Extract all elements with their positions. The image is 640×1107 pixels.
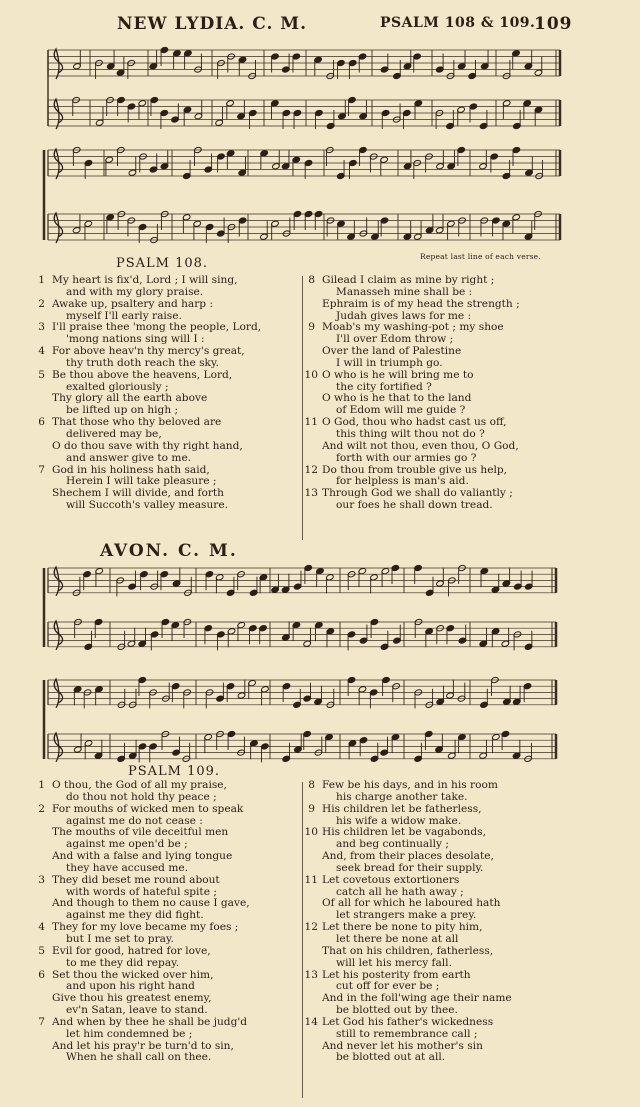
verse (303, 780, 512, 804)
verse (33, 804, 250, 828)
repeat-note: Repeat last line of each verse. (420, 252, 541, 261)
verse-line: I'll over Edom throw ; (336, 333, 454, 346)
verse-line: delivered may be, (66, 427, 162, 440)
clef-icon (54, 679, 62, 708)
clef-icon (54, 99, 62, 129)
verse-line: forth with our armies go ? (336, 451, 477, 464)
verse (33, 275, 261, 299)
verse-line: his charge another take. (336, 790, 468, 803)
verse-number: 4 (38, 345, 45, 358)
verse-line: And though to them no cause I gave, (52, 897, 250, 910)
verse-number: 2 (38, 297, 45, 310)
verse-line: Let God his father's wickedness (322, 1015, 494, 1028)
verse-line: Awake up, psaltery and harp : (52, 297, 214, 310)
verse-number: 10 (304, 826, 318, 839)
verse-line: and upon his right hand (66, 980, 195, 993)
verse (33, 922, 250, 946)
verse-line: of Edom will me guide ? (336, 404, 466, 417)
verse-line: catch all he hath away ; (336, 885, 464, 898)
verse-line: God in his holiness hath said, (52, 463, 210, 476)
verse-line: ev'n Satan, leave to stand. (66, 1004, 208, 1017)
verse-line: his wife a widow make. (336, 814, 462, 827)
verse-number: 6 (38, 968, 45, 981)
verse-number: 4 (38, 921, 45, 934)
verse-line: For above heav'n thy mercy's great, (52, 345, 245, 358)
verse-line: Herein I will take pleasure ; (66, 475, 217, 488)
verse-line: And let his pray'r be turn'd to sin, (52, 1039, 234, 1052)
verse-line: They did beset me round about (52, 873, 220, 886)
verse-line: Evil for good, hatred for love, (52, 944, 211, 957)
verse-line: let him condemned be ; (66, 1027, 193, 1040)
verse-line: O thou, the God of all my praise, (52, 779, 227, 791)
verse-line: Through God we shall do valiantly ; (322, 487, 513, 500)
verse-line: That on his children, fatherless, (322, 944, 494, 957)
verse-line: My heart is fix'd, Lord ; I will sing, (52, 274, 238, 286)
verse-line: 'mong nations sing will I : (66, 333, 205, 346)
verse-number: 7 (38, 1015, 45, 1028)
verse (303, 875, 512, 922)
verse-line: be lifted up on high ; (66, 404, 179, 417)
verse-line: And when by thee he shall be judg'd (52, 1015, 248, 1028)
verse-line: O who is he will bring me to (322, 368, 474, 381)
verse-line: Ephraim is of my head the strength ; (322, 297, 520, 310)
verse-line: That those who thy beloved are (52, 416, 222, 429)
verse-line: will Succoth's valley measure. (66, 499, 229, 512)
verse-line: but I me set to pray. (66, 932, 174, 945)
verse-line: for helpless is man's aid. (336, 475, 469, 488)
verse-number: 11 (304, 416, 318, 429)
verse (33, 370, 261, 417)
verse-number: 9 (308, 802, 315, 815)
verse-line: myself I'll early raise. (66, 309, 182, 322)
verse-line: do thou not hold thy peace ; (66, 790, 217, 803)
verse-number: 5 (38, 944, 45, 957)
verse-line: seek bread for their supply. (336, 861, 484, 874)
verse (33, 417, 261, 464)
verse-number: 13 (304, 968, 318, 981)
verse-line: Few be his days, and in his room (322, 779, 498, 791)
verse-line: Thy glory all the earth above (52, 392, 208, 405)
verse (303, 370, 520, 417)
verse-line: Set thou the wicked over him, (52, 968, 214, 981)
verse (303, 970, 512, 1017)
verse-line: For mouths of wicked men to speak (52, 802, 244, 815)
verse-line: Gilead I claim as mine by right ; (322, 274, 495, 286)
verse (33, 827, 250, 874)
clef-icon (54, 49, 62, 79)
running-head: PSALM 108 & 109. (380, 15, 536, 31)
verse (303, 827, 512, 874)
verse-number: 7 (38, 463, 45, 476)
clef-icon (54, 149, 62, 179)
verse-number: 10 (304, 368, 318, 381)
verse-line: Do thou from trouble give us help, (322, 463, 508, 476)
verse (303, 922, 512, 969)
verse (303, 417, 520, 464)
verse-number: 8 (308, 274, 315, 286)
verse-line: When he shall call on thee. (66, 1051, 212, 1064)
verse-number: 12 (304, 921, 318, 934)
verse-line: Be thou above the heavens, Lord, (52, 368, 233, 381)
verse-number: 8 (308, 779, 315, 791)
verse-line: Let there be none to pity him, (322, 921, 483, 934)
psalm-109-right-column (303, 780, 512, 1064)
verse-number: 1 (38, 779, 45, 791)
verse-number: 6 (38, 416, 45, 429)
clef-icon (54, 621, 62, 650)
verse (33, 970, 250, 1017)
verse-line: And, from their places desolate, (322, 850, 494, 863)
verse-line: against me they did fight. (66, 909, 204, 922)
verse-line: O who is he that to the land (322, 392, 472, 405)
verse (33, 465, 261, 512)
verse (33, 299, 261, 323)
verse-number: 9 (308, 321, 315, 334)
verse-line: The mouths of vile deceitful men (52, 826, 229, 839)
verse-line: I will in triumph go. (336, 356, 443, 369)
verse (303, 804, 512, 828)
verse (33, 780, 250, 804)
verse-line: with words of hateful spite ; (66, 885, 217, 898)
verse (303, 322, 520, 369)
verse-line: still to remembrance call ; (336, 1027, 478, 1040)
verse-line: our foes he shall down tread. (336, 499, 493, 512)
psalm-108-left-column (33, 275, 261, 512)
verse-line: they have accused me. (66, 861, 189, 874)
verse-line: this thing wilt thou not do ? (336, 427, 485, 440)
verse-line: will let his mercy fall. (336, 956, 452, 969)
verse-number: 5 (38, 368, 45, 381)
verse-line: be blotted out at all. (336, 1051, 446, 1064)
clef-icon (54, 733, 62, 762)
verse-line: and with my glory praise. (66, 285, 204, 298)
verse-line: let strangers make a prey. (336, 909, 477, 922)
psalm-109-left-column (33, 780, 250, 1064)
tune-title-avon: AVON. C. M. (100, 541, 238, 561)
verse-line: Shechem I will divide, and forth (52, 487, 224, 500)
verse-line: be blotted out by thee. (336, 1004, 458, 1017)
psalm-108-heading: PSALM 108. (116, 256, 209, 271)
verse-line: Over the land of Palestine (322, 345, 462, 358)
verse-line: Manasseh mine shall be : (336, 285, 473, 298)
verse-line: Let covetous extortioners (322, 873, 460, 886)
verse-line: His children let be vagabonds, (322, 826, 486, 839)
verse-line: the city fortified ? (336, 380, 432, 393)
verse (303, 275, 520, 322)
verse-number: 2 (38, 802, 45, 815)
verse-line: Of all for which he laboured hath (322, 897, 501, 910)
verse-line: And wilt not thou, even thou, O God, (322, 439, 519, 452)
verse-number: 3 (38, 321, 45, 334)
verse-line: And never let his mother's sin (322, 1039, 483, 1052)
page-number: 109 (534, 14, 573, 34)
verse (303, 1017, 512, 1064)
verse-line: to me they did repay. (66, 956, 180, 969)
verse-number: 1 (38, 274, 45, 286)
verse-line: exalted gloriously ; (66, 380, 169, 393)
verse-line: and answer give to me. (66, 451, 192, 464)
verse (33, 946, 250, 970)
verse-line: and beg continually ; (336, 838, 449, 851)
verse (303, 465, 520, 489)
verse-line: I'll praise thee 'mong the people, Lord, (52, 321, 262, 334)
verse-number: 3 (38, 873, 45, 886)
verse-line: They for my love became my foes ; (52, 921, 239, 934)
verse (303, 488, 520, 512)
verse-line: Give thou his greatest enemy, (52, 992, 212, 1005)
verse (33, 322, 261, 346)
verse-number: 11 (304, 873, 318, 886)
verse-number: 12 (304, 463, 318, 476)
verse-line: O do thou save with thy right hand, (52, 439, 243, 452)
verse (33, 875, 250, 922)
verse-number (33, 827, 45, 874)
verse-line: cut off for ever be ; (336, 980, 440, 993)
verse-line: Moab's my washing-pot ; my shoe (322, 321, 504, 334)
tune-title-new-lydia: NEW LYDIA. C. M. (117, 14, 308, 34)
verse-line: And with a false and lying tongue (52, 850, 233, 863)
verse-line: let there be none at all (336, 932, 459, 945)
verse-line: against me open'd be ; (66, 838, 188, 851)
verse (33, 1017, 250, 1064)
verse-line: Judah gives laws for me : (336, 309, 472, 322)
verse-line: His children let be fatherless, (322, 802, 482, 815)
verse-line: against me do not cease : (66, 814, 203, 827)
verse-line: thy truth doth reach the sky. (66, 356, 219, 369)
verse-number: 13 (304, 487, 318, 500)
verse (33, 346, 261, 370)
clef-icon (54, 567, 62, 596)
clef-icon (54, 213, 62, 243)
psalm-109-heading: PSALM 109. (128, 764, 221, 779)
verse-number: 14 (304, 1015, 318, 1028)
verse-line: And in the foll'wing age their name (322, 992, 512, 1005)
psalm-108-right-column (303, 275, 520, 512)
verse-line: O God, thou who hadst cast us off, (322, 416, 507, 429)
verse-line: Let his posterity from earth (322, 968, 471, 981)
